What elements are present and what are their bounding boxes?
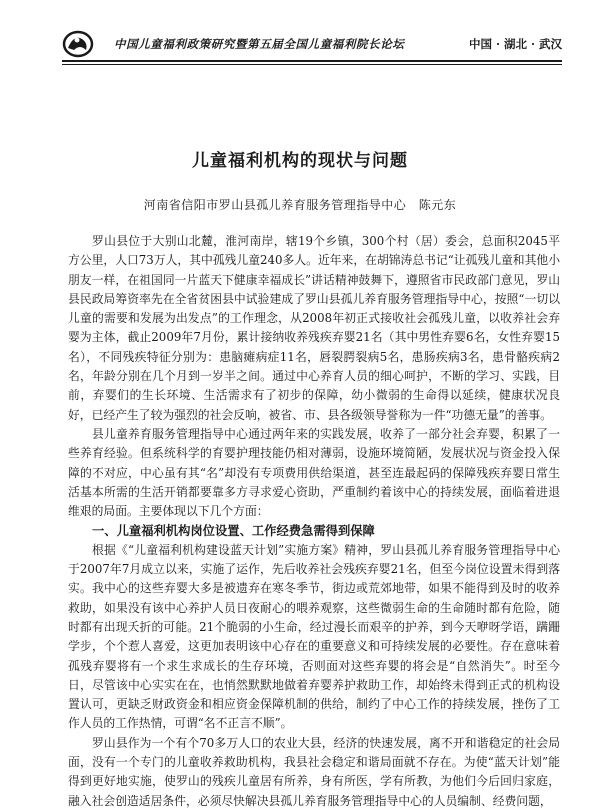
conference-location: 中国 · 湖北 · 武汉 [468,37,562,51]
header-divider [62,60,562,62]
section-paragraph: 根据《“儿童福利机构建设蓝天计划”实施方案》精神，罗山县孤儿养育服务管理指导中心于2007年7月成立以来，实施了运作，先后收养社会残疾弃婴21名，但至今岗位设置未得到落实。我中心的这些弃婴大多是被遗弃在寒冬季节，街边或荒郊地带，如果不能得到及时的收养救助，如果没有该中心养护人员日夜耐心的喂养观察，这些微弱生命的生命随时都有危险，随时都有出现夭折的可能。21个脆弱的小生命，经过漫长而艰辛的护养，到今天咿呀学语，蹒跚学步，个个惹人喜爱，这更加表明该中心存在的重要意义和可持续发展的必要性。存在意味着孤残弃婴将有一个求生求成长的生存环境，否则面对这些弃婴的将会是“自然消失”。时至今日，尽管该中心实实在在，也悄然默默地做着弃婴养护救助工作，却始终未得到正式的机构设置认可，更缺乏财政资金和相应资金保障机制的供给，制约了中心工作的持续发展，挫伤了工作人员的工作热情，可谓“名不正言不顺”。 [68,542,560,731]
conference-title: 中国儿童福利政策研究暨第五届全国儿童福利院长论坛 [114,37,405,51]
section-paragraph: 罗山县作为一个有个70多万人口的农业大县，经济的快速发展，离不开和谐稳定的社会局面，没有一个专门的儿童收养救助机构，我县社会稳定和谐局面就不存在。为使“蓝天计划”能得到更好地实施，使罗山的残疾儿童居有所养，身有所医，学有所教，为他们今后回归家庭，融入社会创造适居条件，必须尽快解决县孤儿养育服务管理指导中心的人员编制、经费问题， [68,735,560,808]
header-divider-thin [62,64,562,65]
article-title: 儿童福利机构的现状与问题 [192,151,408,171]
paragraph-overview: 县儿童养育服务管理指导中心通过两年来的实践发展，收养了一部分社会弃婴，积累了一些养育经验。但系统科学的育婴护理技能仍相对薄弱，设施环境简陋，发展状况与资金投入保障的不对应，中心虽有其“名”却没有专项费用供给渠道，甚至连最起码的保障残疾弃婴日常生活基本所需的生活开销都要靠多方寻求爱心资助，严重制约着该中心的持续发展，面临着进退维艰的局面。主要体现以下几个方面： [68,426,560,519]
article-body [68,232,560,811]
paragraph-intro: 罗山县位于大别山北麓，淮河南岸，辖19个乡镇，300个村（居）委会，总面积2045平方公里，人口73万人，其中孤残儿童240多人。近年来，在胡锦涛总书记“让孤残儿童和其他小朋友一样，在祖国同一片蓝天下健康幸福成长”讲话精神鼓舞下，遵照省市民政部门意见，罗山县民政局筹资率先在全省贫困县中试验建成了罗山县孤儿养育服务管理指导中心，按照“一切以儿童的需要和发展为出发点”的工作理念，从2008年初正式接收社会孤残儿童，以收养社会弃婴为主体，截止2009年7月份，累计接纳收养残疾弃婴21名（其中男性弃婴6名，女性弃婴15名），不同残疾特征分别为：患脑瘫病症11名，唇裂腭裂病5名，患肠疾病3名，患骨骼疾病2名，年龄分别在几个月到一岁半之间。通过中心养育人员的细心呵护，不断的学习、实践，目前，弃婴们的生长环境、生活需求有了初步的保障，幼小微弱的生命得以延续，健康状况良好，已经产生了较为强烈的社会反响，被省、市、县各级领导誉称为一件“功德无量”的善事。 [68,234,560,422]
author-line: 河南省信阳市罗山县孤儿养育服务管理指导中心 陈元东 [143,198,457,212]
conference-emblem-icon [62,30,94,58]
section-heading: 一、儿童福利机构岗位设置、工作经费急需得到保障 [92,523,375,539]
page-header [62,30,562,60]
